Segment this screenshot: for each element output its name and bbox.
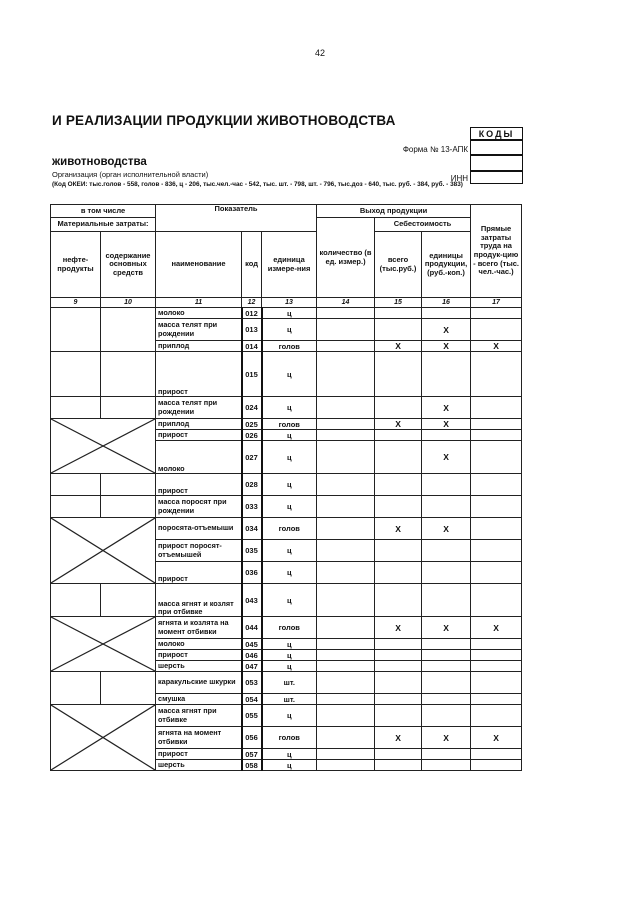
labor-cell[interactable]: [471, 760, 522, 771]
quantity-cell[interactable]: [317, 319, 375, 341]
total-cost-header: всего (тыс.руб.): [375, 232, 422, 298]
quantity-cell[interactable]: [317, 705, 375, 727]
row-code: 027: [242, 441, 262, 474]
row-code: 035: [242, 540, 262, 562]
labor-cell[interactable]: X: [471, 727, 522, 749]
column-number: 13: [262, 298, 317, 308]
petroleum-cell[interactable]: [51, 308, 101, 352]
row-unit: голов: [262, 341, 317, 352]
table-row: [51, 584, 522, 617]
quantity-cell[interactable]: [317, 749, 375, 760]
labor-cell[interactable]: [471, 308, 522, 319]
quantity-cell[interactable]: [317, 694, 375, 705]
row-unit: шт.: [262, 694, 317, 705]
row-unit: голов: [262, 617, 317, 639]
quantity-cell[interactable]: [317, 584, 375, 617]
labor-cell[interactable]: [471, 319, 522, 341]
quantity-cell[interactable]: [317, 419, 375, 430]
inn-code-box[interactable]: [470, 171, 523, 184]
row-unit: ц: [262, 319, 317, 341]
row-code: 034: [242, 518, 262, 540]
codes-label: КОДЫ: [470, 127, 523, 140]
total-cost-cell[interactable]: X: [375, 518, 422, 540]
row-name: поросята-отъемыши: [156, 518, 242, 540]
row-unit: голов: [262, 518, 317, 540]
unit-header: единица измере-ния: [262, 232, 317, 298]
unit-cost-cell[interactable]: [422, 584, 471, 617]
unit-cost-header: единицы продукции, (руб.-коп.): [422, 232, 471, 298]
row-unit: голов: [262, 727, 317, 749]
table-row: [51, 496, 522, 518]
cross-out-mark: [51, 705, 155, 770]
fixed-assets-cell[interactable]: [101, 352, 156, 397]
row-unit: ц: [262, 760, 317, 771]
row-unit: ц: [262, 441, 317, 474]
row-unit: ц: [262, 650, 317, 661]
row-code: 053: [242, 672, 262, 694]
crossed-cell: [51, 705, 156, 771]
crossed-cell: [51, 617, 156, 672]
quantity-header: количество (в ед. измер.): [317, 218, 375, 298]
quantity-cell[interactable]: [317, 650, 375, 661]
fixed-assets-cell[interactable]: [101, 672, 156, 705]
code-header: код: [242, 232, 262, 298]
total-cost-cell[interactable]: [375, 397, 422, 419]
org-code-box[interactable]: [470, 155, 523, 171]
row-name: прирост: [156, 474, 242, 496]
name-header: наименование: [156, 232, 242, 298]
row-name: молоко: [156, 639, 242, 650]
quantity-cell[interactable]: [317, 661, 375, 672]
total-cost-cell[interactable]: [375, 639, 422, 650]
labor-cell[interactable]: [471, 639, 522, 650]
total-cost-cell[interactable]: [375, 672, 422, 694]
labor-cell[interactable]: [471, 650, 522, 661]
column-number: 9: [51, 298, 101, 308]
table-row: [51, 308, 522, 319]
quantity-cell[interactable]: [317, 441, 375, 474]
quantity-cell[interactable]: [317, 397, 375, 419]
row-code: 055: [242, 705, 262, 727]
table-row: [51, 617, 522, 639]
row-code: 054: [242, 694, 262, 705]
labor-cell[interactable]: [471, 518, 522, 540]
row-name: масса телят при рождении: [156, 397, 242, 419]
row-unit: ц: [262, 639, 317, 650]
row-name: молоко: [156, 308, 242, 319]
quantity-cell[interactable]: [317, 727, 375, 749]
row-unit: ц: [262, 308, 317, 319]
petroleum-cell[interactable]: [51, 584, 101, 617]
row-code: 043: [242, 584, 262, 617]
unit-cost-cell[interactable]: [422, 705, 471, 727]
row-name: масса поросят при рождении: [156, 496, 242, 518]
row-unit: ц: [262, 430, 317, 441]
column-number: 17: [471, 298, 522, 308]
column-number: 15: [375, 298, 422, 308]
row-code: 015: [242, 352, 262, 397]
total-cost-cell[interactable]: [375, 694, 422, 705]
cost-header: Себестоимость: [375, 218, 471, 232]
okei-codes: (Код ОКЕИ: тыс.голов - 558, голов - 836, ц - 206, тыс.чел.-час - 542, тыс. шт. - 798, шт. - 796, тыс.доз - 640, тыс. руб. - 384, руб. - 383): [52, 181, 463, 188]
unit-cost-cell[interactable]: [422, 308, 471, 319]
quantity-cell[interactable]: [317, 352, 375, 397]
unit-cost-cell[interactable]: [422, 661, 471, 672]
row-name: шерсть: [156, 760, 242, 771]
row-code: 058: [242, 760, 262, 771]
labor-cell[interactable]: [471, 397, 522, 419]
unit-cost-cell[interactable]: [422, 749, 471, 760]
labor-cell[interactable]: [471, 584, 522, 617]
unit-cost-cell[interactable]: X: [422, 518, 471, 540]
labor-cell[interactable]: [471, 540, 522, 562]
total-cost-cell[interactable]: [375, 352, 422, 397]
crossed-cell: [51, 518, 156, 584]
row-unit: ц: [262, 705, 317, 727]
labor-cell[interactable]: [471, 672, 522, 694]
row-name: молоко: [156, 441, 242, 474]
row-name: ягнята на момент отбивки: [156, 727, 242, 749]
form-number: Форма № 13-АПК: [402, 145, 468, 154]
fixed-assets-cell[interactable]: [101, 496, 156, 518]
page-number: 42: [314, 48, 325, 58]
row-name: прирост поросят-отъемышей: [156, 540, 242, 562]
labor-cell[interactable]: [471, 352, 522, 397]
row-name: смушка: [156, 694, 242, 705]
total-cost-cell[interactable]: [375, 584, 422, 617]
row-unit: ц: [262, 562, 317, 584]
row-unit: ц: [262, 540, 317, 562]
unit-cost-cell[interactable]: X: [422, 617, 471, 639]
row-code: 046: [242, 650, 262, 661]
labor-cell[interactable]: [471, 562, 522, 584]
petroleum-cell[interactable]: [51, 672, 101, 705]
row-unit: ц: [262, 474, 317, 496]
column-number: 12: [242, 298, 262, 308]
unit-cost-cell[interactable]: [422, 562, 471, 584]
fixed-assets-cell[interactable]: [101, 474, 156, 496]
labor-cell[interactable]: [471, 694, 522, 705]
row-code: 033: [242, 496, 262, 518]
row-name: прирост: [156, 749, 242, 760]
table-row: [51, 474, 522, 496]
total-cost-cell[interactable]: [375, 319, 422, 341]
column-number: 11: [156, 298, 242, 308]
row-code: 026: [242, 430, 262, 441]
row-unit: ц: [262, 749, 317, 760]
quantity-cell[interactable]: [317, 540, 375, 562]
row-name: приплод: [156, 341, 242, 352]
total-cost-cell[interactable]: [375, 540, 422, 562]
row-code: 057: [242, 749, 262, 760]
unit-cost-cell[interactable]: X: [422, 341, 471, 352]
fixed-assets-cell[interactable]: [101, 584, 156, 617]
unit-cost-cell[interactable]: [422, 694, 471, 705]
total-cost-cell[interactable]: X: [375, 617, 422, 639]
labor-header: Прямые затраты труда на продук-цию - всего (тыс. чел.-час.): [471, 205, 522, 298]
fixed-assets-cell[interactable]: [101, 308, 156, 352]
row-unit: ц: [262, 496, 317, 518]
row-code: 012: [242, 308, 262, 319]
quantity-cell[interactable]: [317, 474, 375, 496]
total-cost-cell[interactable]: [375, 430, 422, 441]
fixed-assets-cell[interactable]: [101, 397, 156, 419]
row-code: 024: [242, 397, 262, 419]
total-cost-cell[interactable]: [375, 661, 422, 672]
labor-cell[interactable]: [471, 474, 522, 496]
cross-out-mark: [51, 518, 155, 583]
quantity-cell[interactable]: [317, 518, 375, 540]
unit-cost-cell[interactable]: [422, 496, 471, 518]
row-unit: ц: [262, 397, 317, 419]
petroleum-cell[interactable]: [51, 496, 101, 518]
labor-cell[interactable]: X: [471, 617, 522, 639]
table-row: [51, 397, 522, 419]
unit-cost-cell[interactable]: X: [422, 319, 471, 341]
total-cost-cell[interactable]: [375, 308, 422, 319]
total-cost-cell[interactable]: [375, 749, 422, 760]
in-total-header: в том числе: [51, 205, 156, 218]
quantity-cell[interactable]: [317, 562, 375, 584]
row-unit: шт.: [262, 672, 317, 694]
row-unit: голов: [262, 419, 317, 430]
row-name: ягнята и козлята на момент отбивки: [156, 617, 242, 639]
row-code: 014: [242, 341, 262, 352]
row-name: прирост: [156, 352, 242, 397]
labor-cell[interactable]: [471, 705, 522, 727]
labor-cell[interactable]: [471, 419, 522, 430]
labor-cell[interactable]: [471, 661, 522, 672]
row-code: 036: [242, 562, 262, 584]
row-code: 025: [242, 419, 262, 430]
unit-cost-cell[interactable]: [422, 540, 471, 562]
cross-out-mark: [51, 419, 155, 473]
form-code-box[interactable]: [470, 140, 523, 155]
unit-cost-cell[interactable]: [422, 639, 471, 650]
total-cost-cell[interactable]: X: [375, 727, 422, 749]
table-row: [51, 705, 522, 727]
table-row: [51, 419, 522, 430]
row-code: 013: [242, 319, 262, 341]
column-number: 16: [422, 298, 471, 308]
quantity-cell[interactable]: [317, 672, 375, 694]
total-cost-cell[interactable]: X: [375, 419, 422, 430]
row-name: приплод: [156, 419, 242, 430]
quantity-cell[interactable]: [317, 341, 375, 352]
row-unit: ц: [262, 661, 317, 672]
row-code: 028: [242, 474, 262, 496]
unit-cost-cell[interactable]: [422, 474, 471, 496]
table-row: [51, 352, 522, 397]
row-name: масса ягнят при отбивке: [156, 705, 242, 727]
table-row: [51, 672, 522, 694]
unit-cost-cell[interactable]: X: [422, 441, 471, 474]
row-unit: ц: [262, 352, 317, 397]
total-cost-cell[interactable]: [375, 474, 422, 496]
labor-cell[interactable]: [471, 430, 522, 441]
column-number: 14: [317, 298, 375, 308]
output-header: Выход продукции: [317, 205, 471, 218]
inn-label: ИНН: [450, 174, 468, 183]
table-row: [51, 518, 522, 540]
quantity-cell[interactable]: [317, 617, 375, 639]
crossed-cell: [51, 419, 156, 474]
unit-cost-cell[interactable]: [422, 650, 471, 661]
unit-cost-cell[interactable]: [422, 430, 471, 441]
fixed-assets-header: содержание основных средств: [101, 232, 156, 298]
row-name: каракульские шкурки: [156, 672, 242, 694]
total-cost-cell[interactable]: X: [375, 341, 422, 352]
petroleum-cell[interactable]: [51, 397, 101, 419]
labor-cell[interactable]: [471, 496, 522, 518]
unit-cost-cell[interactable]: [422, 672, 471, 694]
petroleum-cell[interactable]: [51, 474, 101, 496]
total-cost-cell[interactable]: [375, 705, 422, 727]
indicator-header: Показатель: [156, 205, 317, 232]
row-unit: ц: [262, 584, 317, 617]
total-cost-cell[interactable]: [375, 441, 422, 474]
total-cost-cell[interactable]: [375, 496, 422, 518]
row-name: прирост: [156, 430, 242, 441]
unit-cost-cell[interactable]: [422, 760, 471, 771]
labor-cell[interactable]: [471, 441, 522, 474]
total-cost-cell[interactable]: [375, 562, 422, 584]
row-code: 047: [242, 661, 262, 672]
section-title: животноводства: [52, 156, 147, 168]
form-title: И РЕАЛИЗАЦИИ ПРОДУКЦИИ ЖИВОТНОВОДСТВА: [52, 113, 396, 128]
petroleum-cell[interactable]: [51, 352, 101, 397]
unit-cost-cell[interactable]: X: [422, 419, 471, 430]
row-name: прирост: [156, 650, 242, 661]
petroleum-header: нефте-продукты: [51, 232, 101, 298]
quantity-cell[interactable]: [317, 639, 375, 650]
row-code: 045: [242, 639, 262, 650]
row-name: прирост: [156, 562, 242, 584]
cross-out-mark: [51, 617, 155, 671]
row-name: масса ягнят и козлят при отбивке: [156, 584, 242, 617]
organization-label: Организация (орган исполнительной власти): [52, 170, 209, 179]
row-name: масса телят при рождении: [156, 319, 242, 341]
material-costs-header: Материальные затраты:: [51, 218, 156, 232]
total-cost-cell[interactable]: [375, 650, 422, 661]
labor-cell[interactable]: [471, 749, 522, 760]
unit-cost-cell[interactable]: X: [422, 397, 471, 419]
total-cost-cell[interactable]: [375, 760, 422, 771]
column-number: 10: [101, 298, 156, 308]
quantity-cell[interactable]: [317, 308, 375, 319]
unit-cost-cell[interactable]: [422, 352, 471, 397]
row-code: 056: [242, 727, 262, 749]
quantity-cell[interactable]: [317, 760, 375, 771]
row-code: 044: [242, 617, 262, 639]
row-name: шерсть: [156, 661, 242, 672]
labor-cell[interactable]: X: [471, 341, 522, 352]
quantity-cell[interactable]: [317, 430, 375, 441]
quantity-cell[interactable]: [317, 496, 375, 518]
production-table: [50, 204, 522, 771]
unit-cost-cell[interactable]: X: [422, 727, 471, 749]
